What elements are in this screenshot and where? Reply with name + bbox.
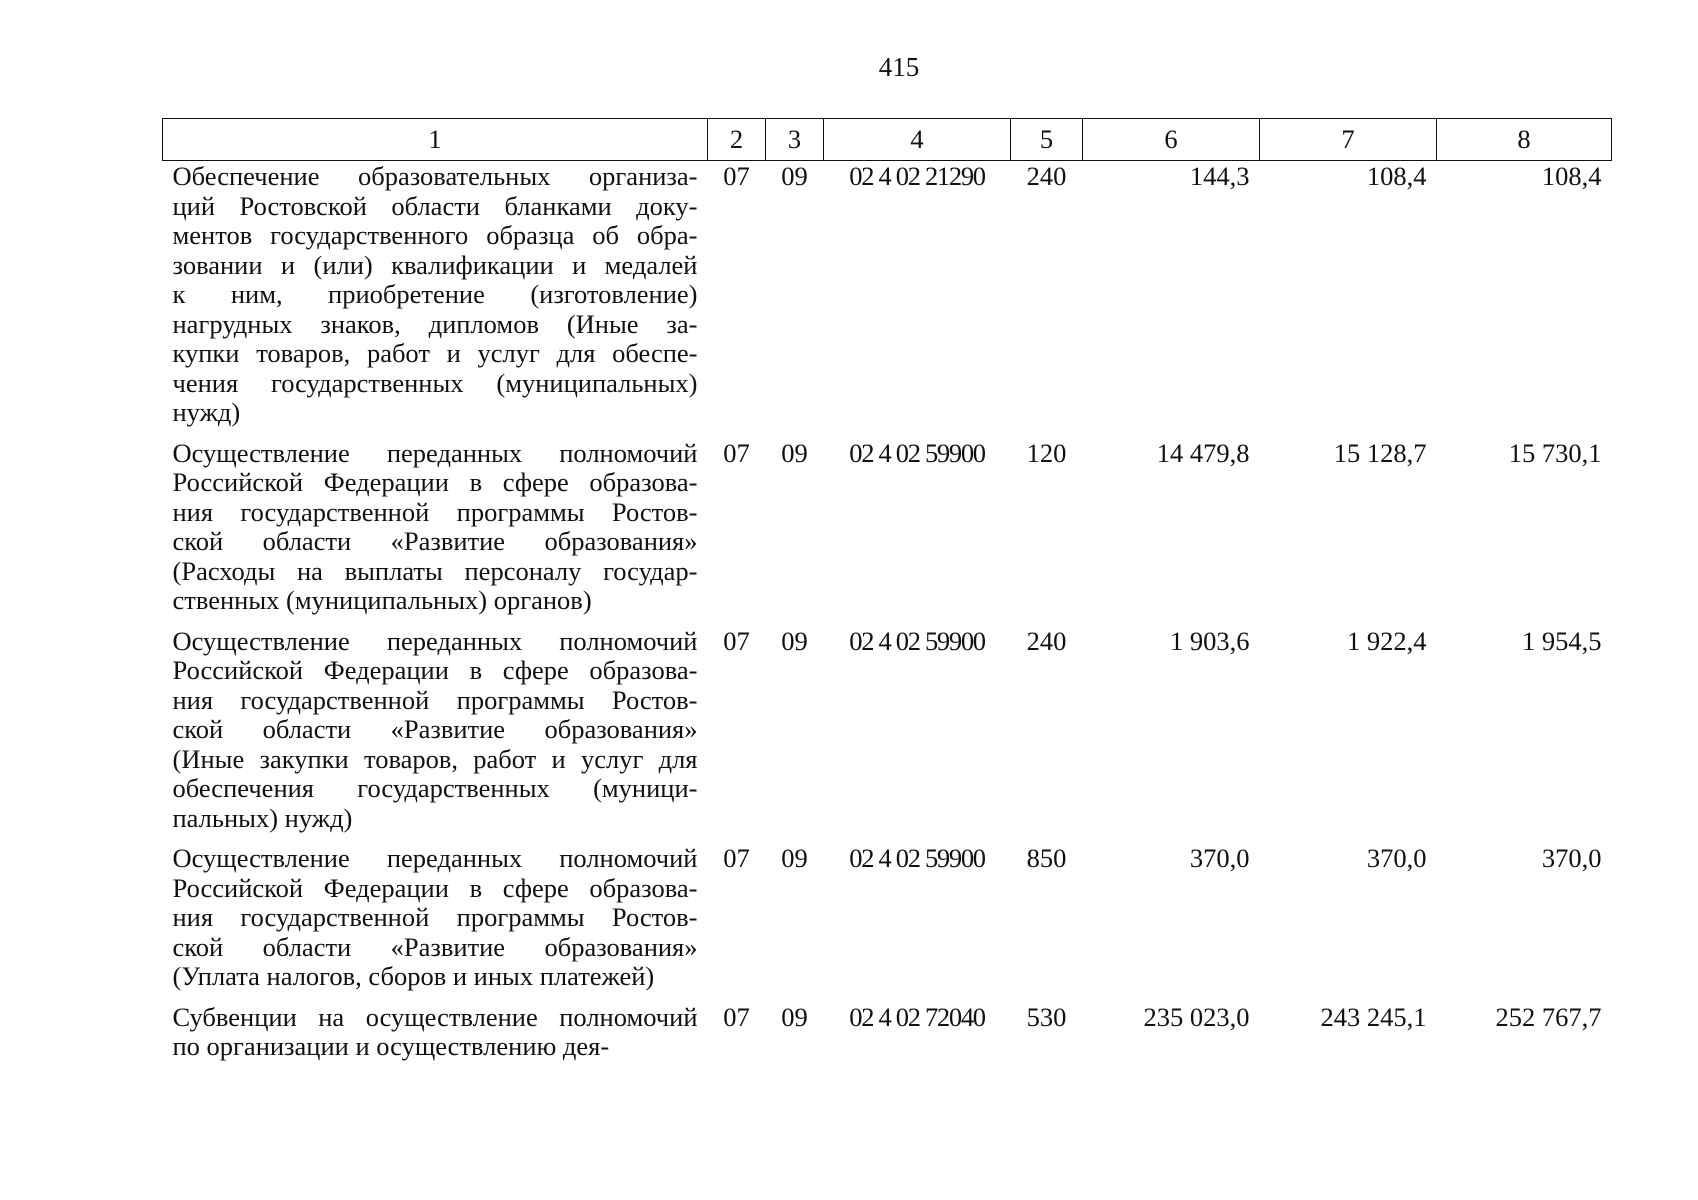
amount-year-1-cell: 14 479,8 xyxy=(1156,437,1250,468)
row-name-line: чения государственных (муниципальных) xyxy=(172,367,698,398)
column-header-2: 2 xyxy=(708,119,766,161)
row-name-line: ской области «Развитие образования» xyxy=(172,714,698,744)
row-name-line: ментов государственного образца об обра- xyxy=(172,220,698,250)
row-name-line: Российской Федерации в сфере образова- xyxy=(172,655,698,685)
row-name-line: ской области «Развитие образования» xyxy=(172,931,698,962)
row-name-line: купки товаров, работ и услуг для обеспе- xyxy=(172,338,698,368)
section-code-cell: 07 xyxy=(723,625,750,656)
table-row xyxy=(163,844,1612,1003)
amount-year-1-cell: 144,3 xyxy=(1189,161,1250,191)
amount-year-1-cell: 235 023,0 xyxy=(1143,1001,1250,1032)
amount-year-3-cell: 370,0 xyxy=(1541,843,1602,873)
page-number: 415 xyxy=(878,52,920,82)
row-name-line: нужд) xyxy=(172,397,241,427)
expense-type-cell: 240 xyxy=(1026,161,1067,191)
row-name-line: по организации и осуществлению дея- xyxy=(172,1031,610,1061)
row-name-cell xyxy=(163,844,708,1003)
row-name-cell xyxy=(163,627,708,845)
row-name-line: Осуществление переданных полномочий xyxy=(172,437,698,468)
row-name-line: ственных (муниципальных) органов) xyxy=(172,585,592,615)
table-row xyxy=(163,1003,1612,1073)
row-name-line: (Уплата налогов, сборов и иных платежей) xyxy=(172,961,655,991)
subsection-code-cell: 09 xyxy=(781,625,808,656)
expense-type-cell: 120 xyxy=(1026,437,1067,468)
header-row xyxy=(163,119,1612,161)
row-name-line: Обеспечение образовательных организа- xyxy=(172,161,698,191)
column-header-4: 4 xyxy=(824,119,1011,161)
amount-year-2-cell: 370,0 xyxy=(1366,843,1427,873)
row-name-line: (Иные закупки товаров, работ и услуг для xyxy=(172,743,698,774)
row-name-line: пальных) нужд) xyxy=(172,802,353,833)
row-name-line: ций Ростовской области бланками доку- xyxy=(172,190,698,221)
row-name-line: ния государственной программы Ростов- xyxy=(172,684,698,715)
row-name-cell xyxy=(163,1003,708,1073)
target-article-cell: 02 4 02 59900 xyxy=(849,437,985,468)
row-name-line: обеспечения государственных (муници- xyxy=(172,773,698,803)
budget-table xyxy=(162,118,1612,1073)
section-code-cell: 07 xyxy=(723,1001,750,1032)
row-name-line: Российской Федерации в сфере образова- xyxy=(172,467,698,497)
section-code-cell: 07 xyxy=(723,437,750,468)
amount-year-3-cell: 1 954,5 xyxy=(1522,625,1602,656)
row-name-line: зовании и (или) квалификации и медалей xyxy=(172,249,698,280)
table-row xyxy=(163,439,1612,627)
target-article-cell: 02 4 02 59900 xyxy=(849,843,985,873)
row-name-cell xyxy=(163,439,708,627)
row-name-line: (Расходы на выплаты персоналу государ- xyxy=(172,555,698,586)
row-name-cell xyxy=(163,161,708,439)
row-name-line: ния государственной программы Ростов- xyxy=(172,902,698,932)
expense-type-cell: 240 xyxy=(1026,625,1067,656)
column-header-6: 6 xyxy=(1083,119,1260,161)
amount-year-1-cell: 1 903,6 xyxy=(1170,625,1250,656)
amount-year-2-cell: 108,4 xyxy=(1366,161,1427,191)
subsection-code-cell: 09 xyxy=(781,437,808,468)
amount-year-3-cell: 108,4 xyxy=(1541,161,1602,191)
column-header-7: 7 xyxy=(1260,119,1437,161)
column-header-1: 1 xyxy=(163,119,708,161)
table-body xyxy=(163,161,1612,1073)
amount-year-1-cell: 370,0 xyxy=(1189,843,1250,873)
row-name-line: Осуществление переданных полномочий xyxy=(172,625,698,656)
row-name-line: Субвенции на осуществление полномочий xyxy=(172,1001,698,1032)
subsection-code-cell: 09 xyxy=(781,161,808,191)
table-row xyxy=(163,627,1612,845)
section-code-cell: 07 xyxy=(723,843,750,873)
table-row xyxy=(163,161,1612,439)
row-name-line: Российской Федерации в сфере образова- xyxy=(172,872,698,903)
target-article-cell: 02 4 02 21290 xyxy=(849,161,985,191)
amount-year-3-cell: 252 767,7 xyxy=(1495,1001,1602,1032)
section-code-cell: 07 xyxy=(723,161,750,191)
amount-year-2-cell: 243 245,1 xyxy=(1320,1001,1427,1032)
column-header-3: 3 xyxy=(766,119,824,161)
row-name-line: нагрудных знаков, дипломов (Иные за- xyxy=(172,308,698,339)
amount-year-3-cell: 15 730,1 xyxy=(1508,437,1602,468)
target-article-cell: 02 4 02 72040 xyxy=(849,1001,985,1032)
table-header xyxy=(163,119,1612,161)
target-article-cell: 02 4 02 59900 xyxy=(849,625,985,656)
amount-year-2-cell: 15 128,7 xyxy=(1333,437,1427,468)
subsection-code-cell: 09 xyxy=(781,1001,808,1032)
subsection-code-cell: 09 xyxy=(781,843,808,873)
row-name-line: ния государственной программы Ростов- xyxy=(172,496,698,527)
row-name-line: к ним, приобретение (изготовление) xyxy=(172,279,698,309)
expense-type-cell: 530 xyxy=(1026,1001,1067,1032)
row-name-line: Осуществление переданных полномочий xyxy=(172,843,698,873)
column-header-8: 8 xyxy=(1437,119,1612,161)
amount-year-2-cell: 1 922,4 xyxy=(1347,625,1427,656)
column-header-5: 5 xyxy=(1011,119,1083,161)
row-name-line: ской области «Развитие образования» xyxy=(172,526,698,556)
expense-type-cell: 850 xyxy=(1026,843,1067,873)
